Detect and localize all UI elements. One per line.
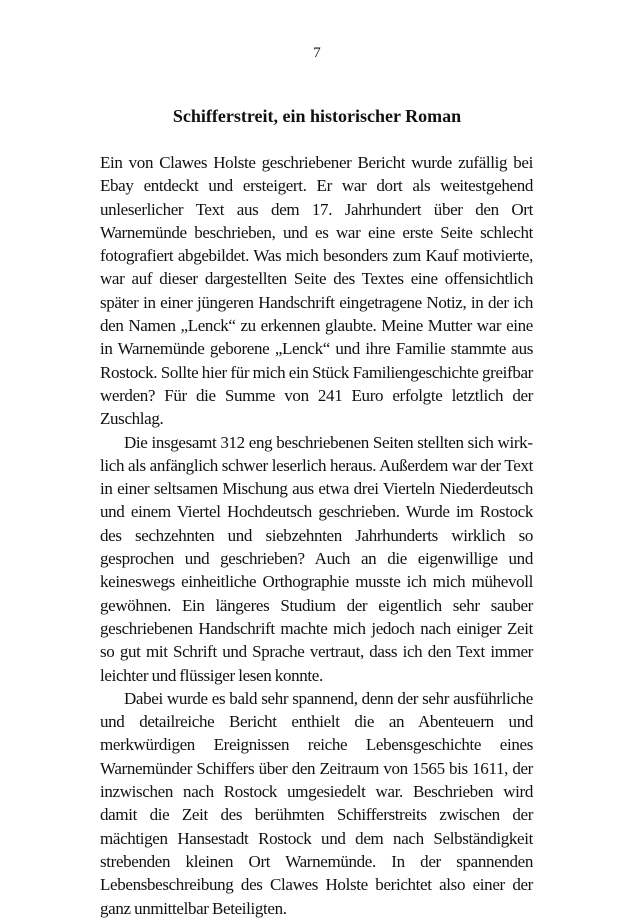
paragraph-3: Dabei wurde es bald sehr spannend, denn der sehr ausführliche und detailreiche Bericht enthielt die an Abenteuern und merkwürdigen Ereignissen reiche Lebensgeschichte eines Warnemünder Schiffers über den Zeitraum von 1565 bis 1611, der inzwischen nach Rostock umgesiedelt war. Beschrieben wird damit die Zeit des berühmten Schifferstreits zwischen der mächtigen Hansestadt Rostock und dem nach Selbständigkeit strebenden kleinen Ort Warnemünde. In der spannenden Lebensbeschreibung des Clawes Holste berichtet also einer der ganz unmittelbar Beteiligten. [100,688,533,918]
page-number: 7 [313,45,321,61]
chapter-title: Schifferstreit, ein historischer Roman [172,106,462,126]
body-text [100,151,533,920]
paragraph-1: Ein von Clawes Holste geschriebener Bericht wurde zufällig bei Ebay entdeckt und ersteigert. Er war dort als weitestgehend unleserlicher Text aus dem 17. Jahrhundert über den Ort Warnemünde beschrieben, und es war eine erste Seite schlecht fotografiert abgebildet. Was mich besonders zum Kauf motivierte, war auf dieser dargestellten Seite des Textes eine offensichtlich später in einer jüngeren Handschrift eingetragene Notiz, in der ich den Namen „Lenck“ zu erkennen glaubte. Meine Mutter war eine in Warnemünde geborene „Lenck“ und ihre Familie stammte aus Rostock. Sollte hier für mich ein Stück Familiengeschichte greifbar werden? Für die Summe von 241 Euro erfolgte letztlich der Zuschlag. [100,153,533,429]
paragraph-2: Die insgesamt 312 eng beschriebenen Seiten stellten sich wirklich als anfänglich schwer leserlich heraus. Außerdem war der Text in einer seltsamen Mischung aus etwa drei Vierteln Niederdeutsch und einem Viertel Hochdeutsch geschrieben. Wurde im Rostock des sechzehnten und siebzehnten Jahrhunderts wirklich so gesprochen und geschrieben? Auch an die eigenwillige und keineswegs einheitliche Orthographie musste ich mich mühevoll gewöhnen. Ein längeres Studium der eigentlich sehr sauber geschriebenen Handschrift machte mich jedoch nach einiger Zeit so gut mit Schrift und Sprache vertraut, dass ich den Text immer leichter und flüssiger lesen konnte. [100,432,533,685]
